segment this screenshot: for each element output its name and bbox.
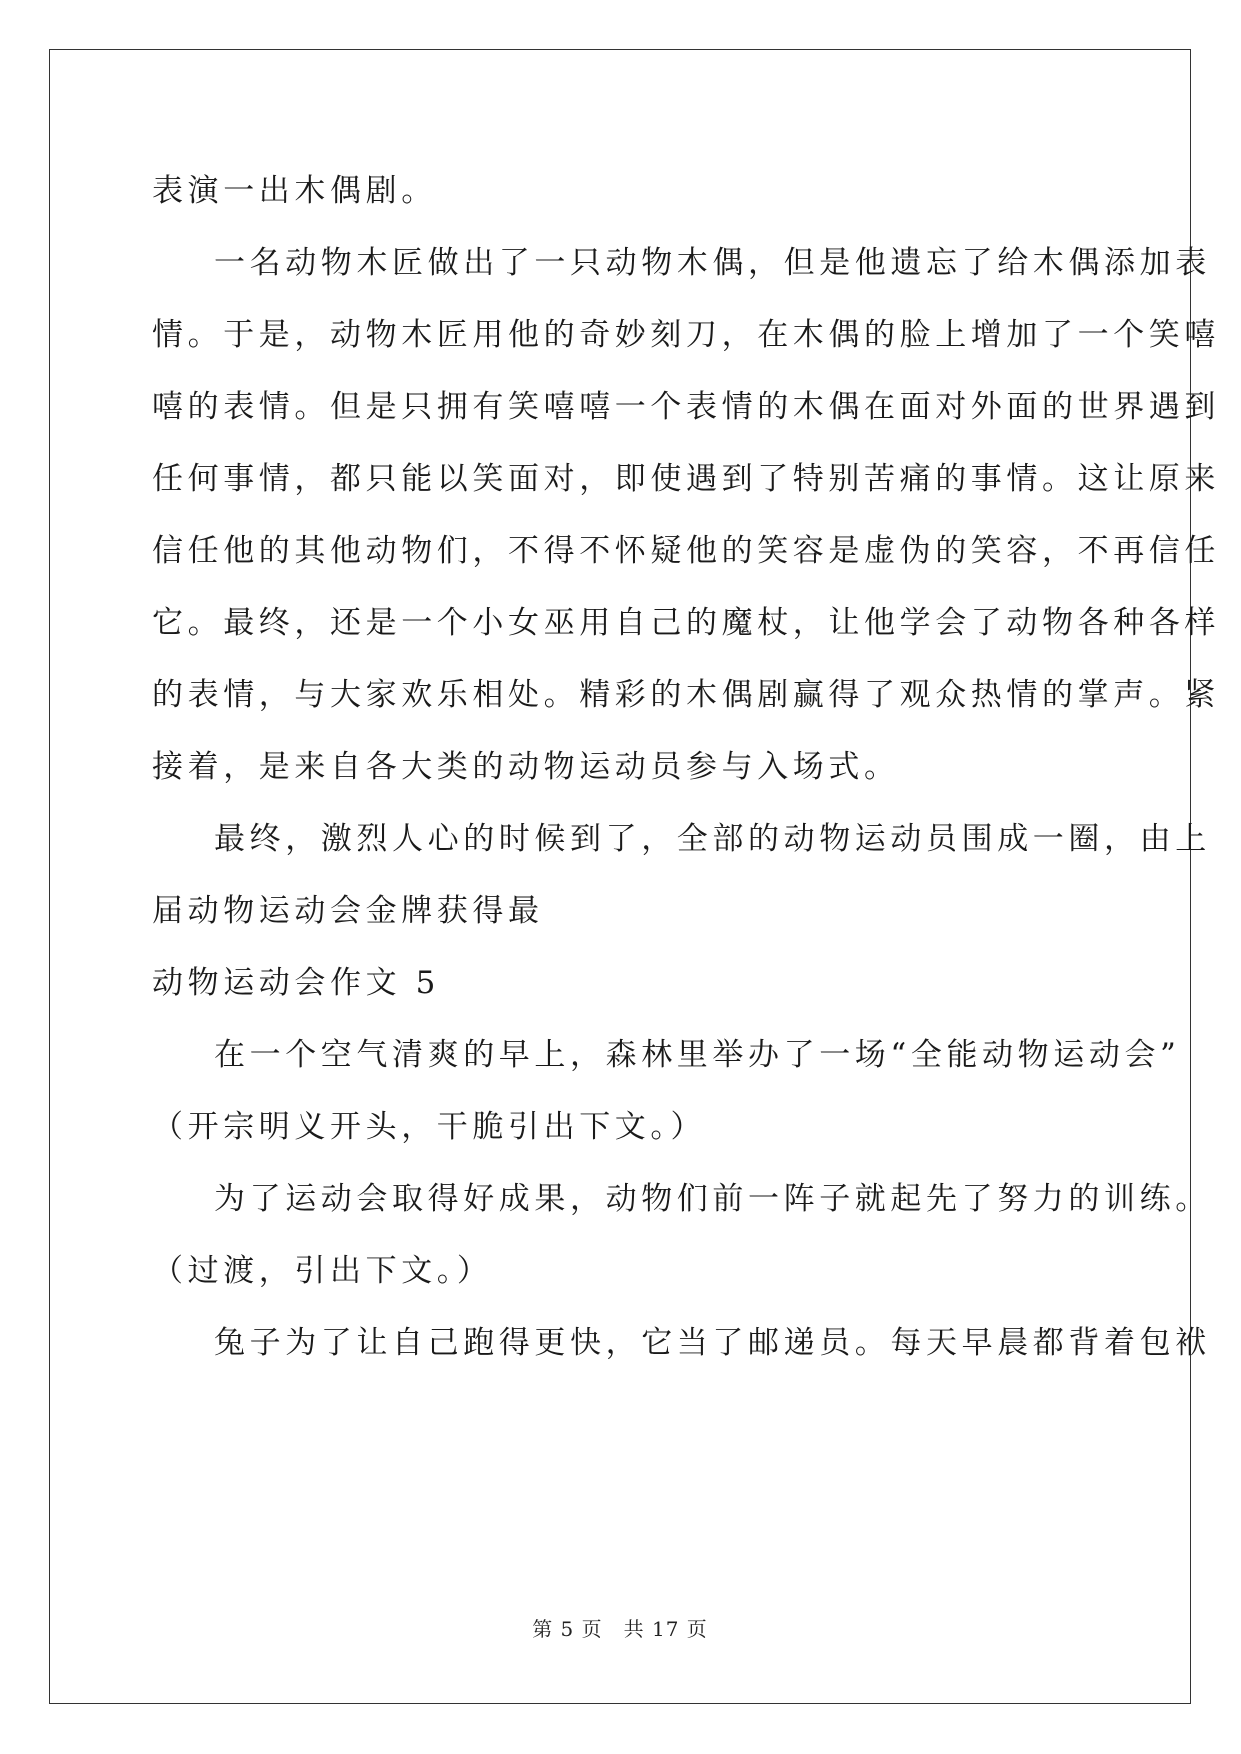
section-heading: 动物运动会作文 5 xyxy=(152,965,440,1001)
text-line: 的表情，与大家欢乐相处。精彩的木偶剧赢得了观众热情的掌声。紧 xyxy=(152,677,1220,713)
text-line: 信任他的其他动物们，不得不怀疑他的笑容是虚伪的笑容，不再信任 xyxy=(152,533,1220,569)
text-line: 兔子为了让自己跑得更快，它当了邮递员。每天早晨都背着包袱 xyxy=(214,1325,1211,1361)
text-line: 届动物运动会金牌获得最 xyxy=(152,893,544,929)
text-line: 接着，是来自各大类的动物运动员参与入场式。 xyxy=(152,749,900,785)
text-line: 情。于是，动物木匠用他的奇妙刻刀，在木偶的脸上增加了一个笑嘻 xyxy=(152,317,1220,353)
page-number-footer: 第 5 页 共 17 页 xyxy=(532,1617,708,1641)
text-line: 在一个空气清爽的早上，森林里举办了一场“全能动物运动会” xyxy=(214,1037,1181,1073)
body-text xyxy=(50,50,1220,1703)
text-line: 最终，激烈人心的时候到了，全部的动物运动员围成一圈，由上 xyxy=(214,821,1211,857)
text-line: 它。最终，还是一个小女巫用自己的魔杖，让他学会了动物各种各样 xyxy=(152,605,1220,641)
text-line: 表演一出木偶剧。 xyxy=(152,173,437,209)
text-line: （过渡，引出下文。） xyxy=(152,1253,493,1289)
text-line: 一名动物木匠做出了一只动物木偶，但是他遗忘了给木偶添加表 xyxy=(214,245,1211,281)
text-line: （开宗明义开头，干脆引出下文。） xyxy=(152,1109,707,1145)
page-frame xyxy=(49,49,1220,1704)
text-line: 任何事情，都只能以笑面对，即使遇到了特别苦痛的事情。这让原来 xyxy=(152,461,1220,497)
text-line: 为了运动会取得好成果，动物们前一阵子就起先了努力的训练。 xyxy=(214,1181,1211,1217)
text-line: 嘻的表情。但是只拥有笑嘻嘻一个表情的木偶在面对外面的世界遇到 xyxy=(152,389,1220,425)
